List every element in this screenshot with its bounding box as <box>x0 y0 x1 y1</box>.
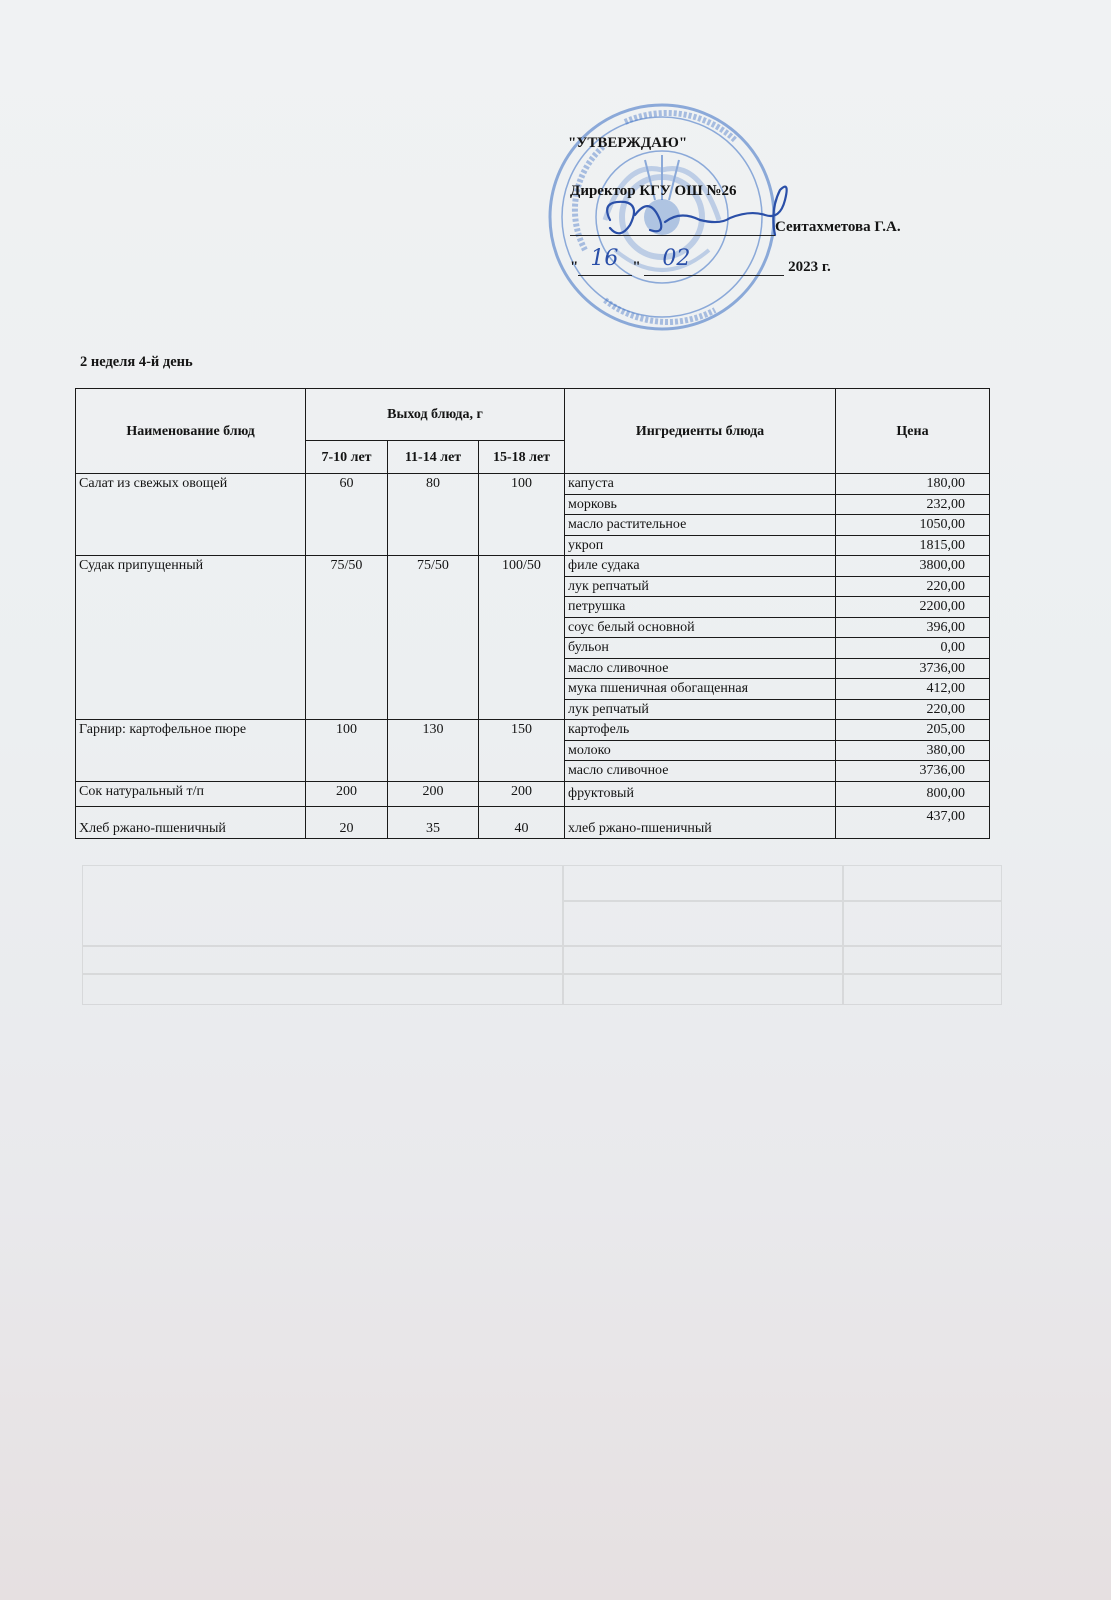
ingredient-price: 396,00 <box>836 617 990 638</box>
header-age-7-10: 7-10 лет <box>306 441 388 474</box>
date-month-field <box>644 246 784 276</box>
header-age-15-18: 15-18 лет <box>479 441 565 474</box>
date-year: 2023 г. <box>788 259 831 275</box>
header-output: Выход блюда, г <box>306 389 565 441</box>
yield-11-14: 130 <box>388 720 479 782</box>
table-row <box>76 806 990 838</box>
yield-11-14: 35 <box>388 806 479 838</box>
signature-underline <box>570 220 775 236</box>
ingredient-price: 380,00 <box>836 740 990 761</box>
table-row <box>76 720 990 741</box>
ingredient-price: 220,00 <box>836 699 990 720</box>
ingredient-name: мука пшеничная обогащенная <box>565 679 836 700</box>
ingredient-name: картофель <box>565 720 836 741</box>
menu-table-body <box>76 474 990 839</box>
yield-15-18: 100 <box>479 474 565 556</box>
ingredient-name: фруктовый <box>565 781 836 806</box>
ingredient-name: бульон <box>565 638 836 659</box>
menu-table <box>75 388 990 839</box>
yield-15-18: 100/50 <box>479 556 565 720</box>
table-row <box>76 781 990 806</box>
ingredient-name: укроп <box>565 535 836 556</box>
table-row <box>76 474 990 495</box>
ingredient-price: 437,00 <box>836 806 990 838</box>
date-day: 16 <box>590 246 619 271</box>
approval-signature-line <box>570 220 901 236</box>
paper-show-through <box>82 865 1000 1005</box>
ingredient-price: 1050,00 <box>836 515 990 536</box>
ingredient-price: 220,00 <box>836 576 990 597</box>
approval-position: Директор КГУ ОШ №26 <box>570 183 737 199</box>
date-day-field <box>578 246 632 276</box>
dish-name: Гарнир: картофельное пюре <box>76 720 306 782</box>
approval-date <box>570 246 831 276</box>
yield-7-10: 100 <box>306 720 388 782</box>
ingredient-name: лук репчатый <box>565 576 836 597</box>
yield-15-18: 200 <box>479 781 565 806</box>
yield-15-18: 40 <box>479 806 565 838</box>
dish-name: Сок натуральный т/п <box>76 781 306 806</box>
ingredient-name: филе судака <box>565 556 836 577</box>
ingredient-name: масло сливочное <box>565 658 836 679</box>
dish-name: Салат из свежых овощей <box>76 474 306 556</box>
yield-11-14: 200 <box>388 781 479 806</box>
date-quote-open: " <box>570 259 579 275</box>
yield-11-14: 75/50 <box>388 556 479 720</box>
ingredient-name: петрушка <box>565 597 836 618</box>
yield-15-18: 150 <box>479 720 565 782</box>
week-day-label: 2 неделя 4-й день <box>80 354 193 370</box>
ingredient-name: масло растительное <box>565 515 836 536</box>
ingredient-price: 2200,00 <box>836 597 990 618</box>
header-dish-name: Наименование блюд <box>76 389 306 474</box>
ingredient-price: 412,00 <box>836 679 990 700</box>
header-age-11-14: 11-14 лет <box>388 441 479 474</box>
date-quote-close: " <box>632 259 641 275</box>
ingredient-price: 3736,00 <box>836 761 990 782</box>
yield-7-10: 200 <box>306 781 388 806</box>
header-price: Цена <box>836 389 990 474</box>
dish-name: Судак припущенный <box>76 556 306 720</box>
ingredient-name: хлеб ржано-пшеничный <box>565 806 836 838</box>
yield-7-10: 75/50 <box>306 556 388 720</box>
approval-title: "УТВЕРЖДАЮ" <box>568 135 688 151</box>
yield-7-10: 20 <box>306 806 388 838</box>
ingredient-price: 205,00 <box>836 720 990 741</box>
ingredient-name: капуста <box>565 474 836 495</box>
ingredient-name: лук репчатый <box>565 699 836 720</box>
ingredient-price: 0,00 <box>836 638 990 659</box>
header-ingredients: Ингредиенты блюда <box>565 389 836 474</box>
table-row <box>76 556 990 577</box>
ingredient-name: масло сливочное <box>565 761 836 782</box>
ingredient-price: 3800,00 <box>836 556 990 577</box>
approver-name: Сеитахметова Г.А. <box>775 219 901 235</box>
ingredient-name: молоко <box>565 740 836 761</box>
ingredient-price: 3736,00 <box>836 658 990 679</box>
ingredient-name: соус белый основной <box>565 617 836 638</box>
yield-7-10: 60 <box>306 474 388 556</box>
ingredient-price: 180,00 <box>836 474 990 495</box>
ingredient-price: 1815,00 <box>836 535 990 556</box>
ingredient-name: морковь <box>565 494 836 515</box>
yield-11-14: 80 <box>388 474 479 556</box>
dish-name: Хлеб ржано-пшеничный <box>76 806 306 838</box>
header-row-1 <box>76 389 990 441</box>
ingredient-price: 232,00 <box>836 494 990 515</box>
date-month: 02 <box>662 246 691 271</box>
ingredient-price: 800,00 <box>836 781 990 806</box>
